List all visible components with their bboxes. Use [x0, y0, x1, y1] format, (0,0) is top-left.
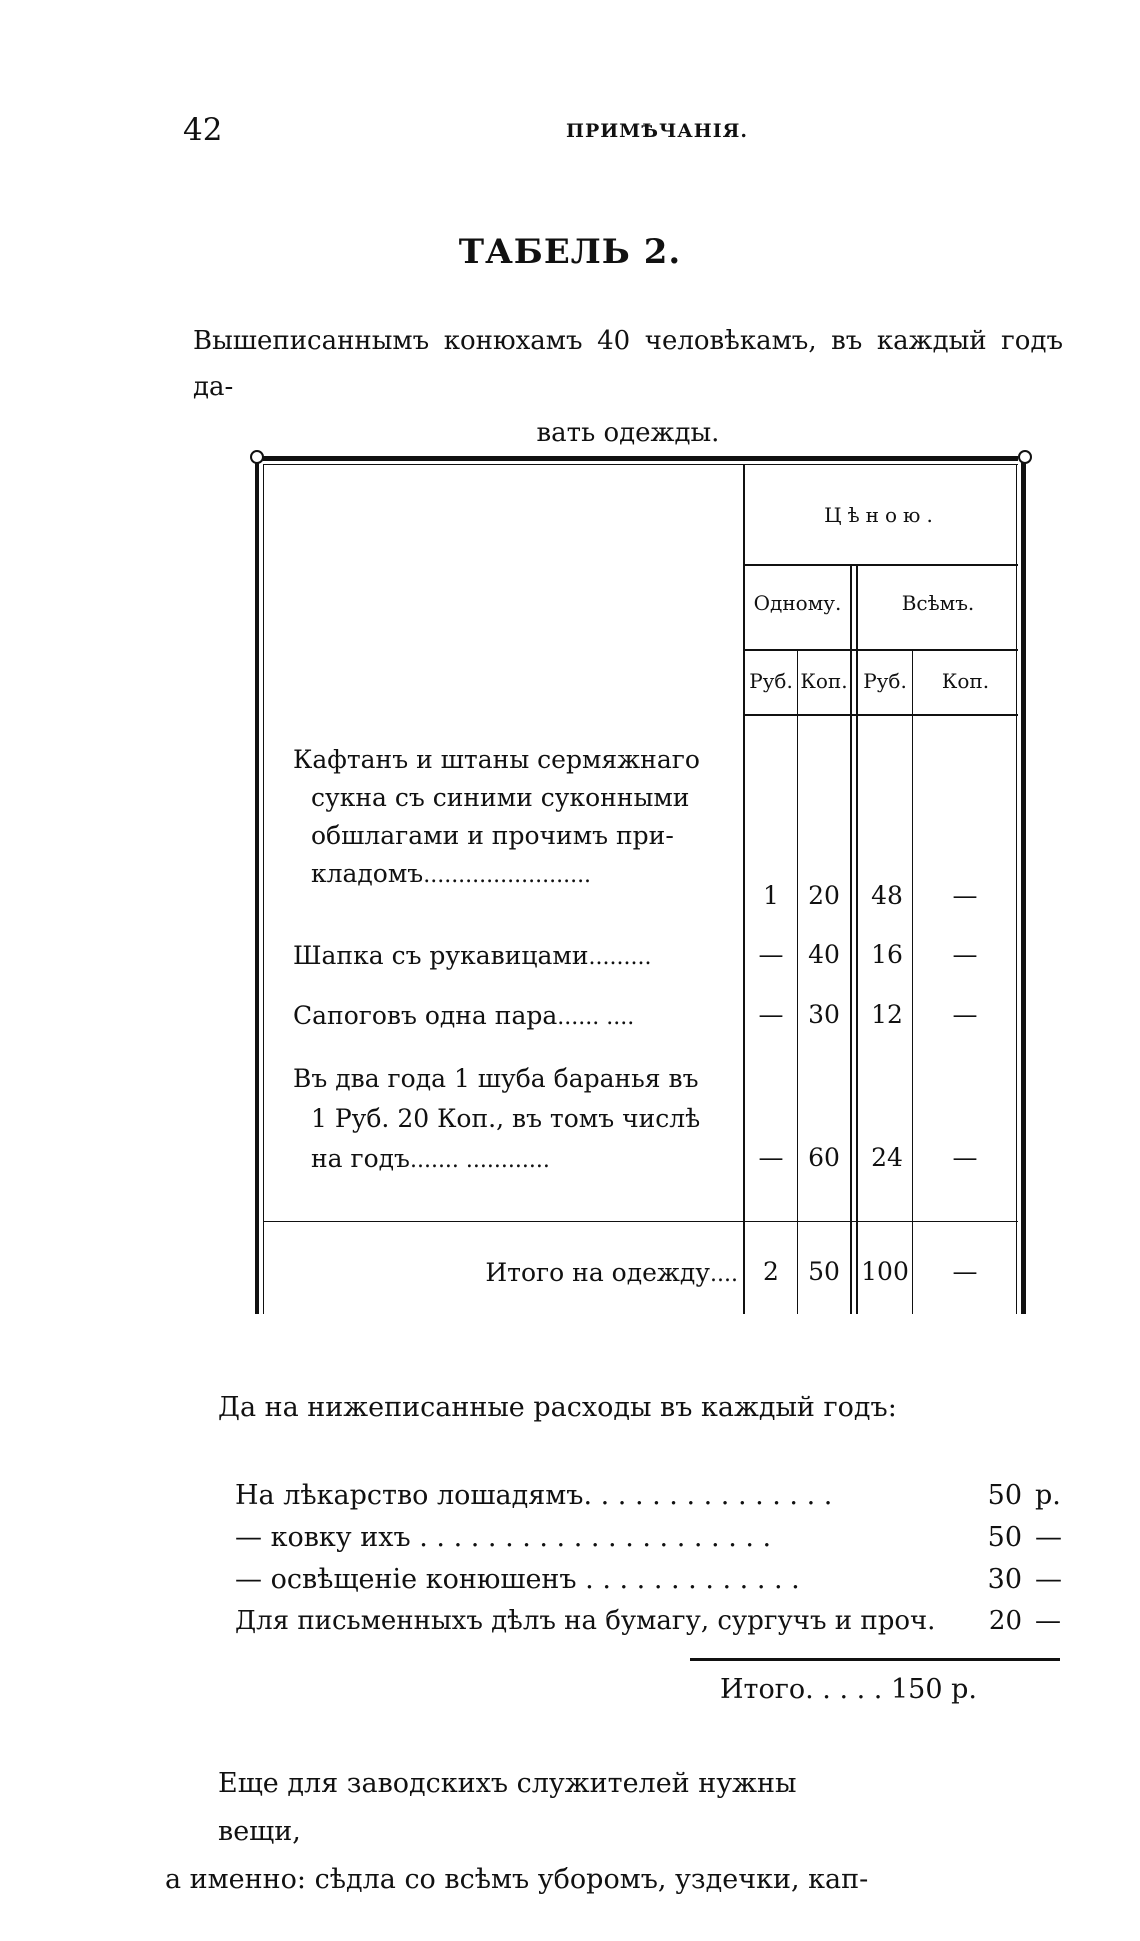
expenses-total-amount: 150	[890, 1674, 943, 1705]
cell-all-rub: 16	[871, 940, 903, 969]
table-top-rule	[263, 456, 1018, 461]
row-text	[293, 855, 733, 895]
cell-all-kop: —	[952, 881, 978, 910]
closing-paragraph	[165, 1760, 885, 1904]
running-title: ПРИМѢЧАНІЯ.	[566, 120, 748, 142]
row-text: кладомъ	[311, 859, 424, 888]
header-one-kop: Коп.	[800, 669, 848, 693]
cell-one-rub: —	[758, 1143, 784, 1172]
header-all-rub: Руб.	[863, 669, 907, 693]
table-row-boots	[293, 996, 733, 1038]
cell-one-kop: 40	[808, 940, 840, 969]
table-row-total	[293, 1253, 738, 1295]
row-text	[293, 1139, 733, 1181]
table-row-hat	[293, 936, 733, 978]
col-rule-one-kop	[797, 649, 798, 1314]
table-right-rule	[1021, 456, 1026, 1314]
cell-one-kop: 60	[808, 1143, 840, 1172]
total-one-kop: 50	[808, 1257, 840, 1286]
hdr-rule-3	[743, 714, 1018, 716]
row-text: 1 Руб. 20 Коп., въ томъ числѣ	[311, 1104, 701, 1133]
total-all-rub: 100	[861, 1257, 909, 1286]
expenses-total-label: Итого. . . . .	[720, 1674, 883, 1705]
cell-one-rub: —	[758, 1000, 784, 1029]
cell-one-rub: 1	[763, 881, 779, 910]
table-top-rule-thin	[263, 464, 1018, 465]
total-all-kop: —	[952, 1257, 978, 1286]
expense-amount: 50	[987, 1480, 1022, 1511]
expense-row	[235, 1522, 1062, 1562]
expense-amount: 50	[987, 1522, 1022, 1553]
table-left-rule-thin	[263, 464, 264, 1314]
expense-amount: 20	[988, 1606, 1022, 1636]
leader-dots: ....... ............	[409, 1148, 550, 1173]
expense-row	[235, 1606, 1061, 1646]
row-text: обшлагами и прочимъ при-	[311, 821, 674, 850]
header-one-rub: Руб.	[749, 669, 793, 693]
table-title: ТАБЕЛЬ 2.	[458, 232, 682, 272]
header-all: Всѣмъ.	[901, 591, 975, 615]
intro-line-1: Вышеписаннымъ конюхамъ 40 человѣкамъ, въ каждый годъ да-	[193, 326, 1063, 402]
expenses-total-unit: р.	[951, 1674, 977, 1705]
expense-label: — ковку ихъ . . . . . . . . . . . . . . . . . . . . .	[235, 1522, 772, 1553]
row-text: сукна съ синими суконными	[311, 783, 690, 812]
table-left-rule	[255, 456, 259, 1314]
expense-label: На лѣкарство лошадямъ. . . . . . . . . . . . . . .	[235, 1480, 833, 1511]
row-text: Въ два года 1 шуба баранья въ	[293, 1064, 699, 1093]
leader-dots: ...... ....	[557, 1005, 635, 1030]
row-text: на годъ	[311, 1144, 410, 1173]
cell-all-rub: 12	[871, 1000, 903, 1029]
corner-ornament-right	[1018, 450, 1032, 464]
expenses-total-rule	[690, 1658, 1060, 1661]
corner-ornament-left	[250, 450, 264, 464]
leader-dots: .........	[588, 945, 652, 970]
cell-one-kop: 20	[808, 881, 840, 910]
expenses-total	[720, 1674, 977, 1705]
expense-amount: 30	[987, 1564, 1022, 1595]
expense-label: Для письменныхъ дѣлъ на бумагу, сургучъ и проч.	[235, 1606, 936, 1636]
closing-line-2: а именно: сѣдла со всѣмъ уборомъ, уздечки, кап-	[165, 1864, 869, 1895]
table-row-caftan	[293, 741, 733, 895]
row-text	[293, 996, 733, 1038]
row-text	[293, 936, 733, 978]
cell-all-kop: —	[952, 1000, 978, 1029]
leader-dots: ....	[710, 1262, 738, 1287]
header-price: Цѣною.	[824, 503, 939, 527]
expense-unit: —	[1035, 1606, 1061, 1636]
cell-all-rub: 48	[871, 881, 903, 910]
expense-label: — освѣщеніе конюшенъ . . . . . . . . . . . . .	[235, 1564, 800, 1595]
header-one: Одному.	[753, 591, 842, 615]
cell-all-rub: 24	[871, 1143, 903, 1172]
expenses-heading: Да на нижеписанные расходы въ каждый годъ:	[218, 1392, 897, 1423]
total-one-rub: 2	[763, 1257, 779, 1286]
row-text: Шапка съ рукавицами	[293, 941, 589, 970]
table-row-fur-coat	[293, 1059, 733, 1181]
total-rule	[263, 1221, 1018, 1222]
total-label: Итого на одежду	[485, 1258, 711, 1287]
header-all-kop: Коп.	[941, 669, 990, 693]
intro-line-2: вать одежды.	[536, 418, 720, 448]
expense-row	[235, 1564, 1062, 1604]
expense-unit: —	[1035, 1522, 1062, 1553]
row-text: Сапоговъ одна пара	[293, 1001, 558, 1030]
col-rule-all-kop	[912, 649, 913, 1314]
col-rule-one-all-a	[850, 564, 852, 1314]
cell-one-kop: 30	[808, 1000, 840, 1029]
expense-unit: р.	[1035, 1480, 1061, 1511]
closing-line-1: Еще для заводскихъ служителей нужны вещи,	[218, 1768, 797, 1847]
cell-all-kop: —	[952, 1143, 978, 1172]
cell-all-kop: —	[952, 940, 978, 969]
row-text: Кафтанъ и штаны сермяжнаго	[293, 745, 700, 774]
cell-one-rub: —	[758, 940, 784, 969]
expense-unit: —	[1035, 1564, 1062, 1595]
leader-dots: ........................	[423, 863, 592, 888]
hdr-rule-1	[743, 564, 1018, 566]
clothing-table	[253, 456, 1028, 1314]
expense-row	[235, 1480, 1061, 1520]
page-number: 42	[183, 112, 223, 148]
intro-paragraph	[193, 318, 1063, 456]
hdr-rule-2	[743, 649, 1018, 651]
